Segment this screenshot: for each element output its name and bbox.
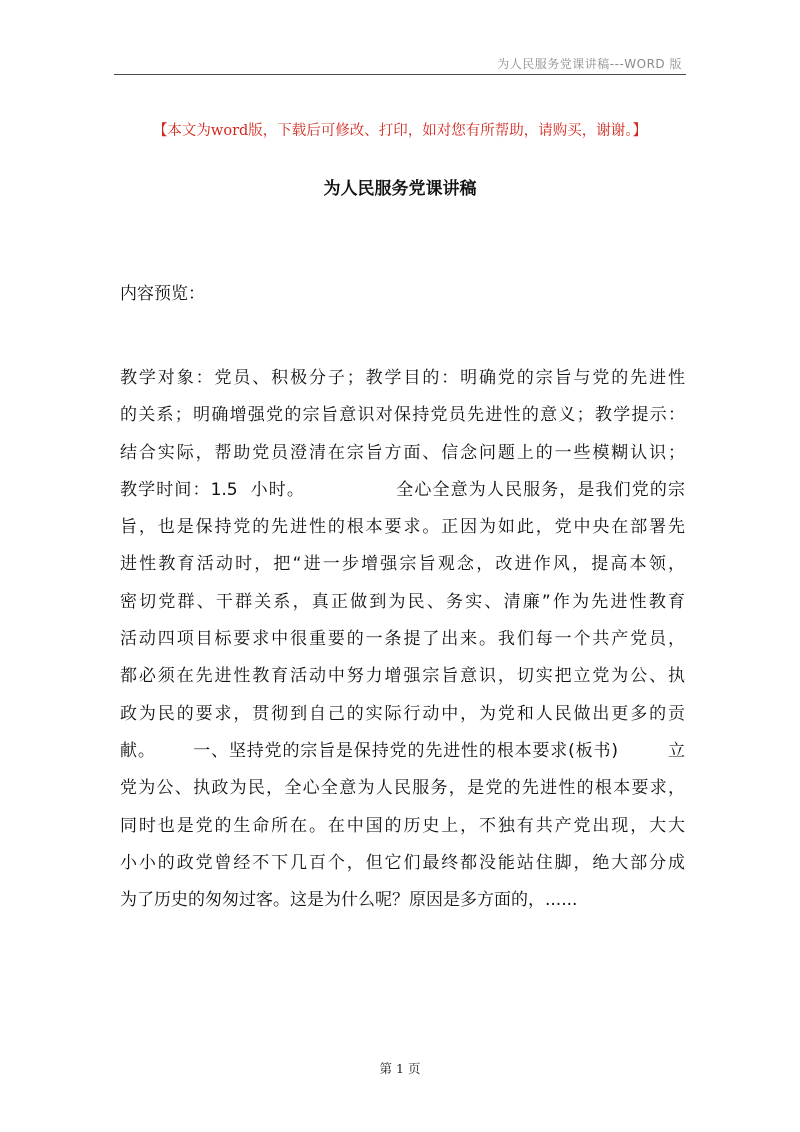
body-line: 密切党群、干群关系，真正做到为民、务实、清廉”作为先进性教育 xyxy=(120,591,685,612)
download-notice: 【本文为word版，下载后可修改、打印，如对您有所帮助，请购买，谢谢。】 xyxy=(152,123,648,139)
body-line: 旨，也是保持党的先进性的根本要求。正因为如此，党中央在部署先 xyxy=(120,517,685,538)
body-line: 同时也是党的生命所在。在中国的历史上，不独有共产党出现，大大 xyxy=(120,815,685,836)
body-line: 活动四项目标要求中很重要的一条提了出来。我们每一个共产党员， xyxy=(120,629,685,650)
body-line: 献。 一、坚持党的宗旨是保持党的先进性的根本要求(板书) 立 xyxy=(120,740,685,761)
document-title: 为人民服务党课讲稿 xyxy=(323,179,477,199)
body-line: 结合实际，帮助党员澄清在宗旨方面、信念问题上的一些模糊认识； xyxy=(120,442,685,463)
body-line: 政为民的要求，贯彻到自己的实际行动中，为党和人民做出更多的贡 xyxy=(120,703,685,724)
body-line: 都必须在先进性教育活动中努力增强宗旨意识，切实把立党为公、执 xyxy=(120,666,685,687)
page-number: 第 1 页 xyxy=(379,1061,421,1076)
preview-label: 内容预览： xyxy=(120,284,205,304)
body-line: 的关系；明确增强党的宗旨意识对保持党员先进性的意义；教学提示： xyxy=(120,405,685,426)
body-line: 教学时间：1.5 小时。 全心全意为人民服务，是我们党的宗 xyxy=(120,479,685,500)
body-line: 小小的政党曾经不下几百个，但它们最终都没能站住脚，绝大部分成 xyxy=(120,852,685,873)
body-line: 为了历史的匆匆过客。这是为什么呢？原因是多方面的，...... xyxy=(120,890,578,911)
body-line: 进性教育活动时，把“进一步增强宗旨观念，改进作风，提高本领， xyxy=(120,554,685,575)
body-line: 教学对象：党员、积极分子；教学目的：明确党的宗旨与党的先进性 xyxy=(120,368,685,388)
body-line: 党为公、执政为民，全心全意为人民服务，是党的先进性的根本要求， xyxy=(120,778,685,799)
body-text xyxy=(120,360,685,919)
running-header-title: 为人民服务党课讲稿---WORD 版 xyxy=(497,57,682,71)
header-divider xyxy=(114,74,686,75)
